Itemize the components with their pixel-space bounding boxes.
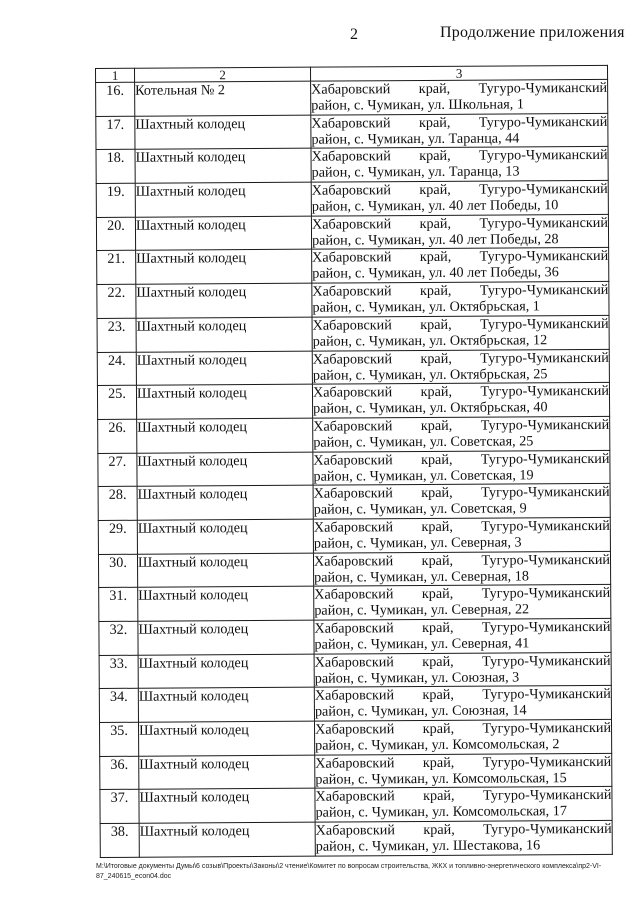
object-address xyxy=(313,551,610,587)
address-street-line: район, с. Чумикан, ул. Школьная, 1 xyxy=(311,96,524,114)
row-number: 28. xyxy=(98,487,137,521)
row-number: 23. xyxy=(97,318,136,352)
address-region-line: Хабаровский край, Тугуро-Чумиканский xyxy=(312,383,610,401)
object-name: Шахтный колодец xyxy=(137,553,313,588)
row-number: 21. xyxy=(97,251,136,285)
object-name: Шахтный колодец xyxy=(138,586,314,621)
table-row xyxy=(98,450,610,487)
address-region-line: Хабаровский край, Тугуро-Чумиканский xyxy=(314,719,612,738)
row-number: 17. xyxy=(96,116,135,150)
row-number: 26. xyxy=(98,419,137,453)
object-address xyxy=(311,180,608,216)
address-street-line: район, с. Чумикан, ул. Таранца, 13 xyxy=(311,163,520,182)
object-address xyxy=(314,652,611,688)
address-street-line: район, с. Чумикан, ул. Союзная, 3 xyxy=(314,669,520,687)
page-number: 2 xyxy=(350,26,358,43)
object-address xyxy=(313,484,610,520)
object-address xyxy=(312,315,609,351)
address-region-line: Хабаровский край, Тугуро-Чумиканский xyxy=(311,113,608,132)
row-number: 25. xyxy=(97,385,136,419)
row-number: 30. xyxy=(98,554,137,588)
table-row xyxy=(99,585,611,622)
address-region-line: Хабаровский край, Тугуро-Чумиканский xyxy=(312,349,609,368)
object-address xyxy=(311,147,608,183)
row-number: 20. xyxy=(96,217,135,251)
page-heading: Продолжение приложения xyxy=(440,24,625,41)
address-street-line: район, с. Чумикан, ул. Октябрьская, 40 xyxy=(313,399,548,417)
object-address xyxy=(312,383,609,419)
address-region-line: Хабаровский край, Тугуро-Чумиканский xyxy=(311,180,608,199)
address-region-line: Хабаровский край, Тугуро-Чумиканский xyxy=(314,585,611,603)
row-number: 32. xyxy=(99,621,138,655)
address-region-line: Хабаровский край, Тугуро-Чумиканский xyxy=(313,416,610,435)
address-region-line: Хабаровский край, Тугуро-Чумиканский xyxy=(314,618,611,637)
address-region-line: Хабаровский край, Тугуро-Чумиканский xyxy=(315,820,612,839)
object-name: Шахтный колодец xyxy=(136,384,312,419)
row-number: 33. xyxy=(99,655,138,689)
address-region-line: Хабаровский край, Тугуро-Чумиканский xyxy=(313,484,610,502)
address-region-line: Хабаровский край, Тугуро-Чумиканский xyxy=(311,147,608,166)
table-row xyxy=(100,820,612,857)
row-number: 16. xyxy=(96,82,135,116)
object-address xyxy=(315,787,612,823)
table-row xyxy=(97,248,609,285)
address-street-line: район, с. Чумикан, ул. Октябрьская, 25 xyxy=(312,365,548,384)
address-region-line: Хабаровский край, Тугуро-Чумиканский xyxy=(312,281,609,300)
object-address xyxy=(312,349,609,385)
table-row xyxy=(97,383,609,420)
object-name: Шахтный колодец xyxy=(136,317,312,352)
address-street-line: район, с. Чумикан, ул. Союзная, 14 xyxy=(314,702,527,721)
address-region-line: Хабаровский край, Тугуро-Чумиканский xyxy=(314,652,611,671)
object-name: Шахтный колодец xyxy=(137,452,313,487)
object-address xyxy=(313,517,610,553)
object-address xyxy=(313,416,610,452)
table-row xyxy=(99,618,611,655)
row-number: 36. xyxy=(100,756,139,790)
row-number: 19. xyxy=(96,183,135,217)
objects-table xyxy=(95,65,613,858)
address-street-line: район, с. Чумикан, ул. Комсомольская, 15 xyxy=(315,769,567,788)
object-address xyxy=(312,281,609,317)
table-row xyxy=(96,180,608,217)
row-number: 22. xyxy=(97,284,136,318)
table-row xyxy=(97,315,609,352)
object-name: Шахтный колодец xyxy=(139,822,315,857)
row-number: 18. xyxy=(96,150,135,184)
object-address xyxy=(314,585,611,621)
row-number: 38. xyxy=(100,823,139,857)
address-street-line: район, с. Чумикан, ул. 40 лет Победы, 28 xyxy=(312,230,559,249)
document-file-path: М:\Итоговые документы Думы\6 созыв\Проекты\Законы\2 чтение\Комитет по вопросам строительства, ЖКХ и топливно-энергетического комплекса\пр2-VI-87_240615_econ04.doc xyxy=(96,863,602,880)
row-number: 37. xyxy=(100,790,139,824)
address-street-line: район, с. Чумикан, ул. 40 лет Победы, 36 xyxy=(312,264,559,283)
object-name: Шахтный колодец xyxy=(138,654,314,689)
address-region-line: Хабаровский край, Тугуро-Чумиканский xyxy=(315,753,612,772)
table-row xyxy=(98,517,610,554)
address-street-line: район, с. Чумикан, ул. Северная, 41 xyxy=(314,635,530,653)
address-region-line: Хабаровский край, Тугуро-Чумиканский xyxy=(313,517,610,536)
object-name: Шахтный колодец xyxy=(135,149,311,184)
row-number: 35. xyxy=(99,722,138,756)
table-row xyxy=(97,349,609,386)
object-name: Котельная № 2 xyxy=(135,81,311,116)
object-name: Шахтный колодец xyxy=(137,485,313,520)
object-address xyxy=(311,214,608,250)
object-name: Шахтный колодец xyxy=(139,755,315,790)
object-address xyxy=(314,719,611,755)
table-row xyxy=(98,416,610,453)
object-name: Шахтный колодец xyxy=(135,115,311,150)
row-number: 27. xyxy=(98,453,137,487)
object-name: Шахтный колодец xyxy=(138,688,314,723)
object-address xyxy=(311,113,608,149)
table-row xyxy=(99,719,611,756)
object-address xyxy=(312,248,609,284)
object-name: Шахтный колодец xyxy=(135,182,311,217)
object-name: Шахтный колодец xyxy=(137,418,313,453)
address-street-line: район, с. Чумикан, ул. Советская, 25 xyxy=(313,433,534,451)
address-street-line: район, с. Чумикан, ул. Комсомольская, 17 xyxy=(315,803,567,822)
row-number: 34. xyxy=(99,689,138,723)
object-address xyxy=(314,618,611,654)
address-region-line: Хабаровский край, Тугуро-Чумиканский xyxy=(313,450,610,469)
column-header-address: 3 xyxy=(310,65,607,81)
table-row xyxy=(100,787,612,824)
table-row xyxy=(96,147,608,184)
address-region-line: Хабаровский край, Тугуро-Чумиканский xyxy=(312,315,609,334)
object-name: Шахтный колодец xyxy=(138,620,314,655)
address-street-line: район, с. Чумикан, ул. Северная, 22 xyxy=(314,601,530,619)
address-region-line: Хабаровский край, Тугуро-Чумиканский xyxy=(311,214,609,233)
object-address xyxy=(315,820,612,856)
object-address xyxy=(315,753,612,789)
address-street-line: район, с. Чумикан, ул. Октябрьская, 12 xyxy=(312,332,548,350)
table-row xyxy=(96,214,608,251)
address-street-line: район, с. Чумикан, ул. Северная, 18 xyxy=(314,567,529,586)
column-header-name: 2 xyxy=(135,67,311,82)
address-region-line: Хабаровский край, Тугуро-Чумиканский xyxy=(314,686,611,705)
address-street-line: район, с. Чумикан, ул. Советская, 19 xyxy=(313,466,534,485)
object-address xyxy=(311,79,608,115)
object-address xyxy=(314,686,611,722)
object-name: Шахтный колодец xyxy=(138,721,314,756)
address-region-line: Хабаровский край, Тугуро-Чумиканский xyxy=(312,248,609,267)
object-name: Шахтный колодец xyxy=(137,519,313,554)
object-name: Шахтный колодец xyxy=(136,283,312,318)
column-header-number: 1 xyxy=(96,68,135,82)
address-street-line: район, с. Чумикан, ул. Северная, 3 xyxy=(313,534,522,552)
address-street-line: район, с. Чумикан, ул. Таранца, 44 xyxy=(311,130,520,148)
table-row xyxy=(96,113,608,150)
object-name: Шахтный колодец xyxy=(136,351,312,386)
row-number: 31. xyxy=(99,588,138,622)
object-name: Шахтный колодец xyxy=(139,789,315,824)
table-row xyxy=(98,484,610,521)
row-number: 24. xyxy=(97,352,136,386)
address-street-line: район, с. Чумикан, ул. Советская, 9 xyxy=(313,500,527,518)
table-row xyxy=(96,79,608,116)
address-street-line: район, с. Чумикан, ул. Шестакова, 16 xyxy=(315,837,541,855)
address-region-line: Хабаровский край, Тугуро-Чумиканский xyxy=(311,79,608,98)
row-number: 29. xyxy=(98,520,137,554)
address-street-line: район, с. Чумикан, ул. Октябрьская, 1 xyxy=(312,298,540,316)
object-name: Шахтный колодец xyxy=(136,250,312,285)
object-address xyxy=(313,450,610,486)
address-region-line: Хабаровский край, Тугуро-Чумиканский xyxy=(313,551,611,570)
table-row xyxy=(98,551,610,588)
table-row xyxy=(100,753,612,790)
table-row xyxy=(99,652,611,689)
table-row xyxy=(97,281,609,318)
table-row xyxy=(99,686,611,723)
address-region-line: Хабаровский край, Тугуро-Чумиканский xyxy=(315,787,612,806)
address-street-line: район, с. Чумикан, ул. Комсомольская, 2 xyxy=(315,736,560,754)
object-name: Шахтный колодец xyxy=(135,216,311,251)
address-street-line: район, с. Чумикан, ул. 40 лет Победы, 10 xyxy=(311,197,559,215)
